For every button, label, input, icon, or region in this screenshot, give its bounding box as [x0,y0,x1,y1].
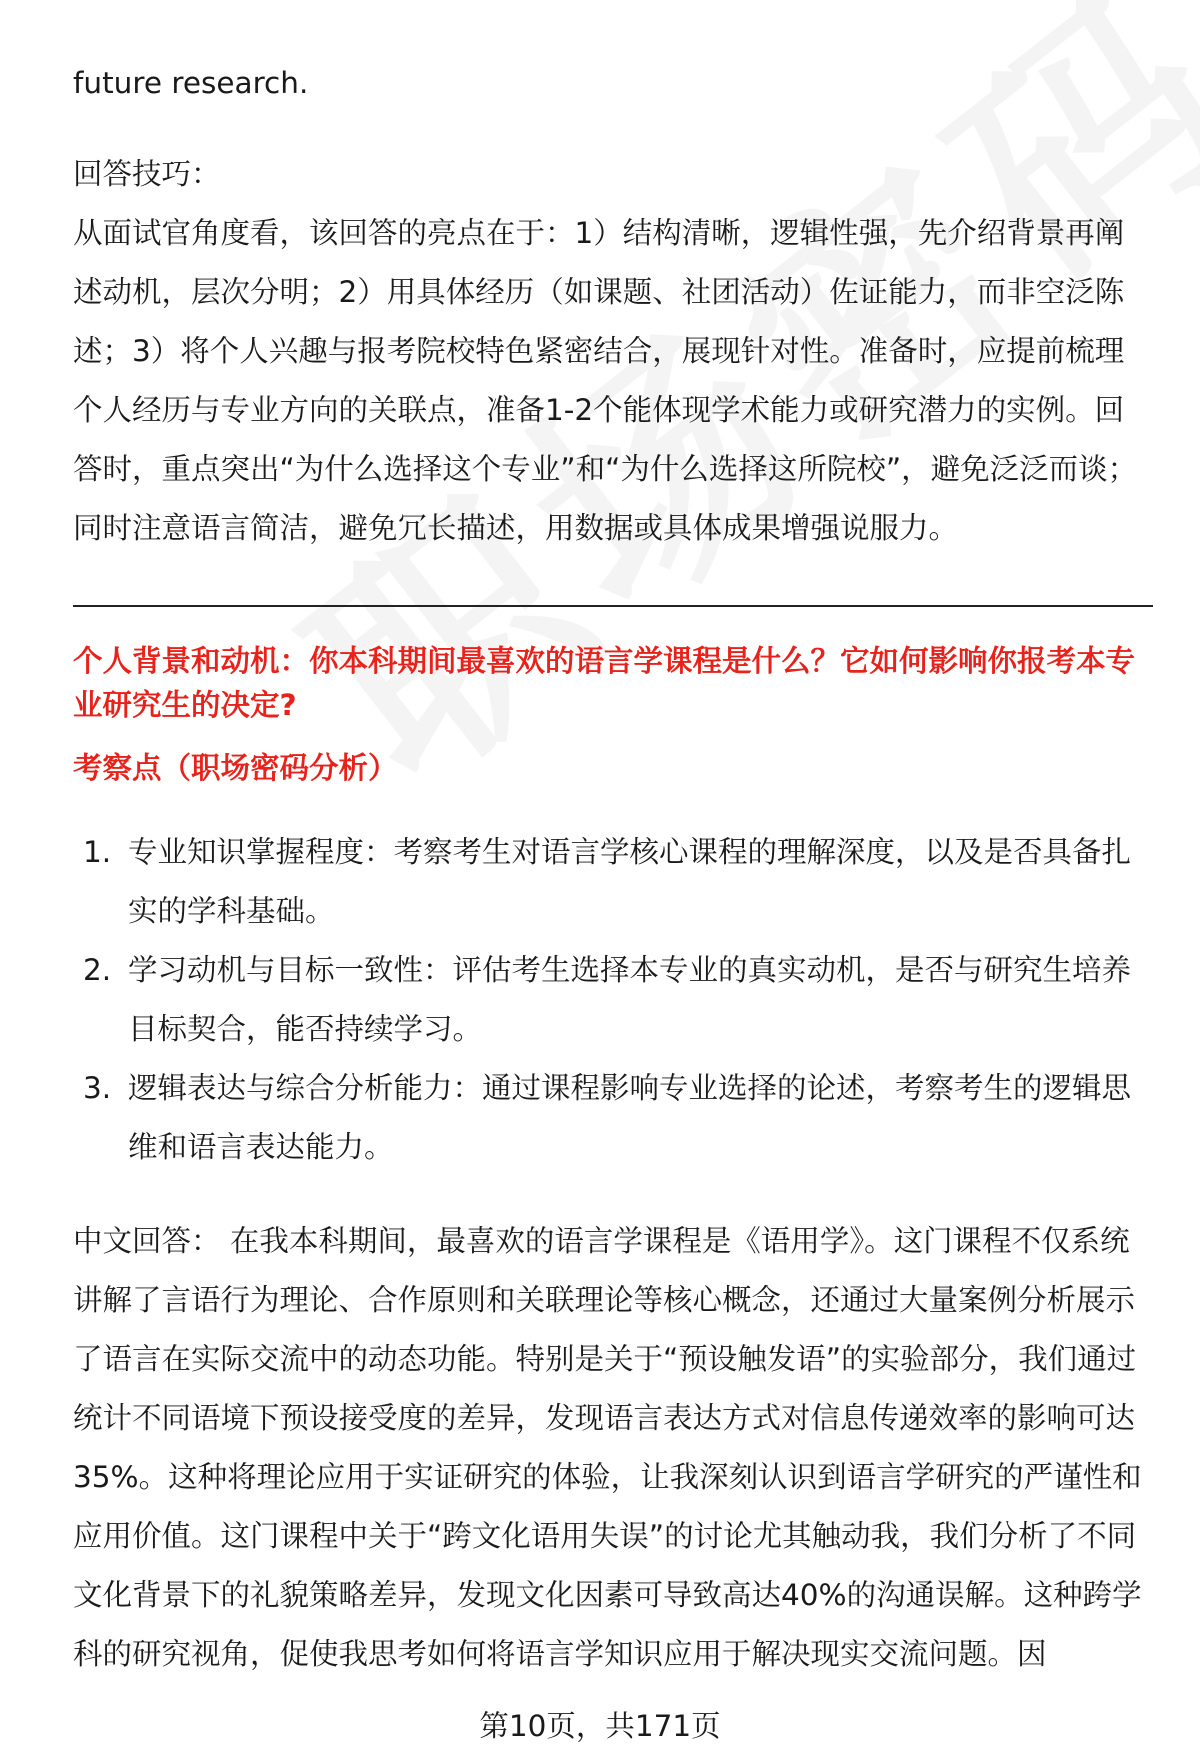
assessment-points-list [73,823,1153,1177]
list-item-text: 专业知识掌握程度：考察考生对语言学核心课程的理解深度，以及是否具备扎实的学科基础。 [128,835,1132,928]
question-heading: 个人背景和动机：你本科期间最喜欢的语言学课程是什么？它如何影响你报考本专业研究生的决定? [73,644,1136,722]
tips-body: 从面试官角度看，该回答的亮点在于：1）结构清晰，逻辑性强，先介绍背景再阐述动机，层次分明；2）用具体经历（如课题、社团活动）佐证能力，而非空泛陈述；3）将个人兴趣与报考院校特色紧密结合，展现针对性。准备时，应提前梳理个人经历与专业方向的关联点，准备1-2个能体现学术能力或研究潜力的实例。回答时，重点突出“为什么选择这个专业”和“为什么选择这所院校”，避免泛泛而谈；同时注意语言简洁，避免冗长描述，用数据或具体成果增强说服力。 [73,216,1138,545]
section-divider [73,605,1153,607]
list-item [73,1059,1153,1177]
list-item [73,823,1153,941]
assessment-points-heading: 考察点（职场密码分析） [73,751,398,785]
list-item-number: 2. [83,953,112,987]
list-item-number: 3. [83,1071,112,1105]
list-item-text: 学习动机与目标一致性：评估考生选择本专业的真实动机，是否与研究生培养目标契合，能否持续学习。 [128,953,1132,1046]
list-item-number: 1. [83,835,112,869]
list-item-text: 逻辑表达与综合分析能力：通过课程影响专业选择的论述，考察考生的逻辑思维和语言表达能力。 [128,1071,1132,1164]
list-item [73,941,1153,1059]
tips-label: 回答技巧： [73,157,221,191]
chinese-answer-text: 中文回答： 在我本科期间，最喜欢的语言学课程是《语用学》。这门课程不仅系统讲解了言语行为理论、合作原则和关联理论等核心概念，还通过大量案例分析展示了语言在实际交流中的动态功能。特别是关于“预设触发语”的实验部分，我们通过统计不同语境下预设接受度的差异，发现语言表达方式对信息传递效率的影响可达35%。这种将理论应用于实证研究的体验，让我深刻认识到语言学研究的严谨性和应用价值。这门课程中关于“跨文化语用失误”的讨论尤其触动我，我们分析了不同文化背景下的礼貌策略差异，发现文化因素可导致高达40%的沟通误解。这种跨学科的研究视角，促使我思考如何将语言学知识应用于解决现实交流问题。因 [73,1224,1142,1671]
intro-tail-text: future research. [73,66,309,100]
page-number-footer: 第10页，共171页 [479,1709,721,1743]
